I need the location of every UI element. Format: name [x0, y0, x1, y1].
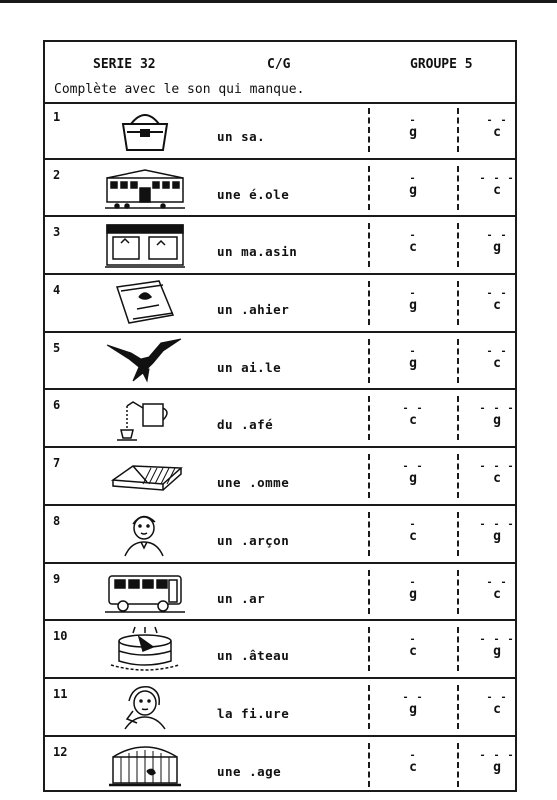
dashed-separator	[368, 166, 370, 210]
groupe-label: GROUPE 5	[410, 57, 473, 72]
option-letter: c	[493, 298, 501, 314]
incomplete-word: une .age	[217, 763, 282, 779]
dot-marks: -	[409, 288, 417, 300]
row-number: 7	[53, 456, 61, 471]
incomplete-word: du .afé	[217, 417, 274, 433]
option-letter: g	[493, 240, 501, 256]
dashed-separator	[368, 339, 370, 383]
dashed-separator	[368, 627, 370, 671]
dashed-separator	[368, 108, 370, 152]
dashed-separator	[457, 223, 459, 267]
option-letter: g	[409, 182, 417, 198]
row-number: 4	[53, 283, 61, 298]
dot-marks: - -	[486, 576, 508, 588]
dashed-separator	[368, 454, 370, 498]
letter-option[interactable]	[393, 231, 433, 255]
dot-marks: - -	[402, 403, 424, 415]
letter-option[interactable]	[477, 347, 517, 371]
letter-option[interactable]	[477, 751, 517, 775]
dashed-separator	[457, 685, 459, 729]
exercise-row	[45, 160, 515, 218]
exercise-row	[45, 737, 515, 795]
eagle-icon	[103, 337, 187, 385]
incomplete-word: une é.ole	[217, 186, 290, 202]
dot-marks: - - -	[479, 461, 515, 473]
letter-option[interactable]	[393, 635, 433, 659]
row-number: 5	[53, 340, 61, 355]
row-number: 8	[53, 513, 61, 528]
letter-option[interactable]	[477, 462, 517, 486]
letter-option[interactable]	[477, 404, 517, 428]
row-number: 6	[53, 398, 61, 413]
option-letter: c	[409, 528, 417, 544]
row-number: 1	[53, 110, 61, 124]
worksheet	[43, 40, 517, 792]
dot-marks: -	[409, 172, 417, 184]
option-letter: g	[409, 701, 417, 717]
dashed-separator	[457, 166, 459, 210]
exercise-row	[45, 621, 515, 679]
dashed-separator	[457, 512, 459, 556]
dot-marks: - -	[402, 691, 424, 703]
eraser-icon	[103, 452, 187, 500]
exercise-row	[45, 333, 515, 391]
letter-option[interactable]	[393, 520, 433, 544]
letter-option[interactable]	[477, 289, 517, 313]
dot-marks: -	[409, 576, 417, 588]
letter-option[interactable]	[393, 462, 433, 486]
exercise-row	[45, 217, 515, 275]
row-number: 12	[53, 744, 68, 759]
serie-label: SERIE 32	[93, 57, 156, 72]
option-letter: g	[493, 759, 501, 775]
option-letter: g	[493, 528, 501, 544]
incomplete-word: une .omme	[217, 475, 290, 491]
dot-marks: -	[409, 518, 417, 530]
option-letter: g	[409, 125, 417, 140]
dot-marks: -	[409, 634, 417, 646]
dot-marks: - -	[486, 230, 508, 242]
dashed-separator	[457, 743, 459, 787]
girl-icon	[103, 683, 187, 731]
option-letter: g	[409, 586, 417, 602]
option-letter: g	[409, 355, 417, 371]
option-letter: c	[493, 125, 501, 140]
letter-option[interactable]	[393, 404, 433, 428]
instruction-text: Complète avec le son qui manque.	[54, 82, 305, 97]
dot-marks: - -	[486, 288, 508, 300]
letter-option[interactable]	[393, 116, 433, 140]
letter-option[interactable]	[477, 174, 517, 198]
dot-marks: -	[409, 230, 417, 242]
option-letter: c	[409, 644, 417, 660]
letter-option[interactable]	[393, 693, 433, 717]
worksheet-header	[45, 42, 515, 104]
incomplete-word: un .ahier	[217, 302, 290, 318]
dot-marks: - -	[402, 461, 424, 473]
dot-marks: - -	[486, 345, 508, 357]
exercise-row	[45, 102, 515, 160]
dashed-separator	[368, 281, 370, 325]
incomplete-word: un ma.asin	[217, 244, 298, 260]
dashed-separator	[368, 570, 370, 614]
cage-icon	[103, 741, 187, 789]
option-letter: c	[409, 240, 417, 256]
option-letter: g	[493, 644, 501, 660]
letter-option[interactable]	[477, 231, 517, 255]
dashed-separator	[457, 108, 459, 152]
dashed-separator	[457, 396, 459, 440]
exercise-row	[45, 564, 515, 622]
letter-option[interactable]	[477, 693, 517, 717]
letter-option[interactable]	[477, 578, 517, 602]
letter-option[interactable]	[393, 347, 433, 371]
dashed-separator	[457, 454, 459, 498]
theme-label: C/G	[267, 57, 291, 72]
incomplete-word: un .âteau	[217, 648, 290, 664]
dot-marks: -	[409, 749, 417, 761]
option-letter: c	[409, 759, 417, 775]
dashed-separator	[368, 743, 370, 787]
dashed-separator	[368, 512, 370, 556]
coffeepot-icon	[103, 394, 187, 442]
row-number: 2	[53, 167, 61, 182]
option-letter: c	[409, 413, 417, 429]
option-letter: g	[409, 471, 417, 487]
row-number: 11	[53, 686, 68, 701]
notebook-icon	[103, 279, 187, 327]
dot-marks: - - -	[479, 749, 515, 761]
dashed-separator	[457, 339, 459, 383]
dashed-separator	[457, 281, 459, 325]
option-letter: c	[493, 182, 501, 198]
dot-marks: - - -	[479, 172, 515, 184]
incomplete-word: un .arçon	[217, 532, 290, 548]
dashed-separator	[368, 685, 370, 729]
exercise-row	[45, 679, 515, 737]
letter-option[interactable]	[393, 174, 433, 198]
option-letter: c	[493, 586, 501, 602]
dot-marks: -	[409, 115, 417, 126]
letter-option[interactable]	[477, 116, 517, 140]
row-number: 3	[53, 225, 61, 240]
exercise-row	[45, 390, 515, 448]
school-icon	[103, 164, 187, 212]
incomplete-word: la fi.ure	[217, 705, 290, 721]
incomplete-word: un ai.le	[217, 359, 282, 375]
letter-option[interactable]	[393, 751, 433, 775]
option-letter: g	[493, 413, 501, 429]
exercise-row	[45, 506, 515, 564]
letter-option[interactable]	[477, 520, 517, 544]
incomplete-word: un .ar	[217, 590, 266, 606]
dot-marks: - -	[486, 691, 508, 703]
dashed-separator	[368, 396, 370, 440]
option-letter: g	[409, 298, 417, 314]
dashed-separator	[457, 570, 459, 614]
dot-marks: - - -	[479, 403, 515, 415]
exercise-list	[45, 102, 515, 794]
letter-option[interactable]	[393, 578, 433, 602]
dashed-separator	[457, 627, 459, 671]
dot-marks: - - -	[479, 518, 515, 530]
cake-icon	[103, 625, 187, 673]
exercise-row	[45, 275, 515, 333]
top-border-line	[0, 0, 557, 3]
row-number: 9	[53, 571, 61, 586]
dashed-separator	[368, 223, 370, 267]
letter-option[interactable]	[393, 289, 433, 313]
option-letter: c	[493, 355, 501, 371]
boy-icon	[103, 510, 187, 558]
dot-marks: -	[409, 345, 417, 357]
bus-icon	[103, 568, 187, 616]
row-number: 10	[53, 629, 68, 644]
exercise-row	[45, 448, 515, 506]
option-letter: c	[493, 701, 501, 717]
dot-marks: - - -	[479, 634, 515, 646]
option-letter: c	[493, 471, 501, 487]
shop-icon	[103, 221, 187, 269]
dot-marks: - -	[486, 115, 508, 126]
handbag-icon	[103, 106, 187, 154]
incomplete-word: un sa.	[217, 129, 266, 144]
letter-option[interactable]	[477, 635, 517, 659]
